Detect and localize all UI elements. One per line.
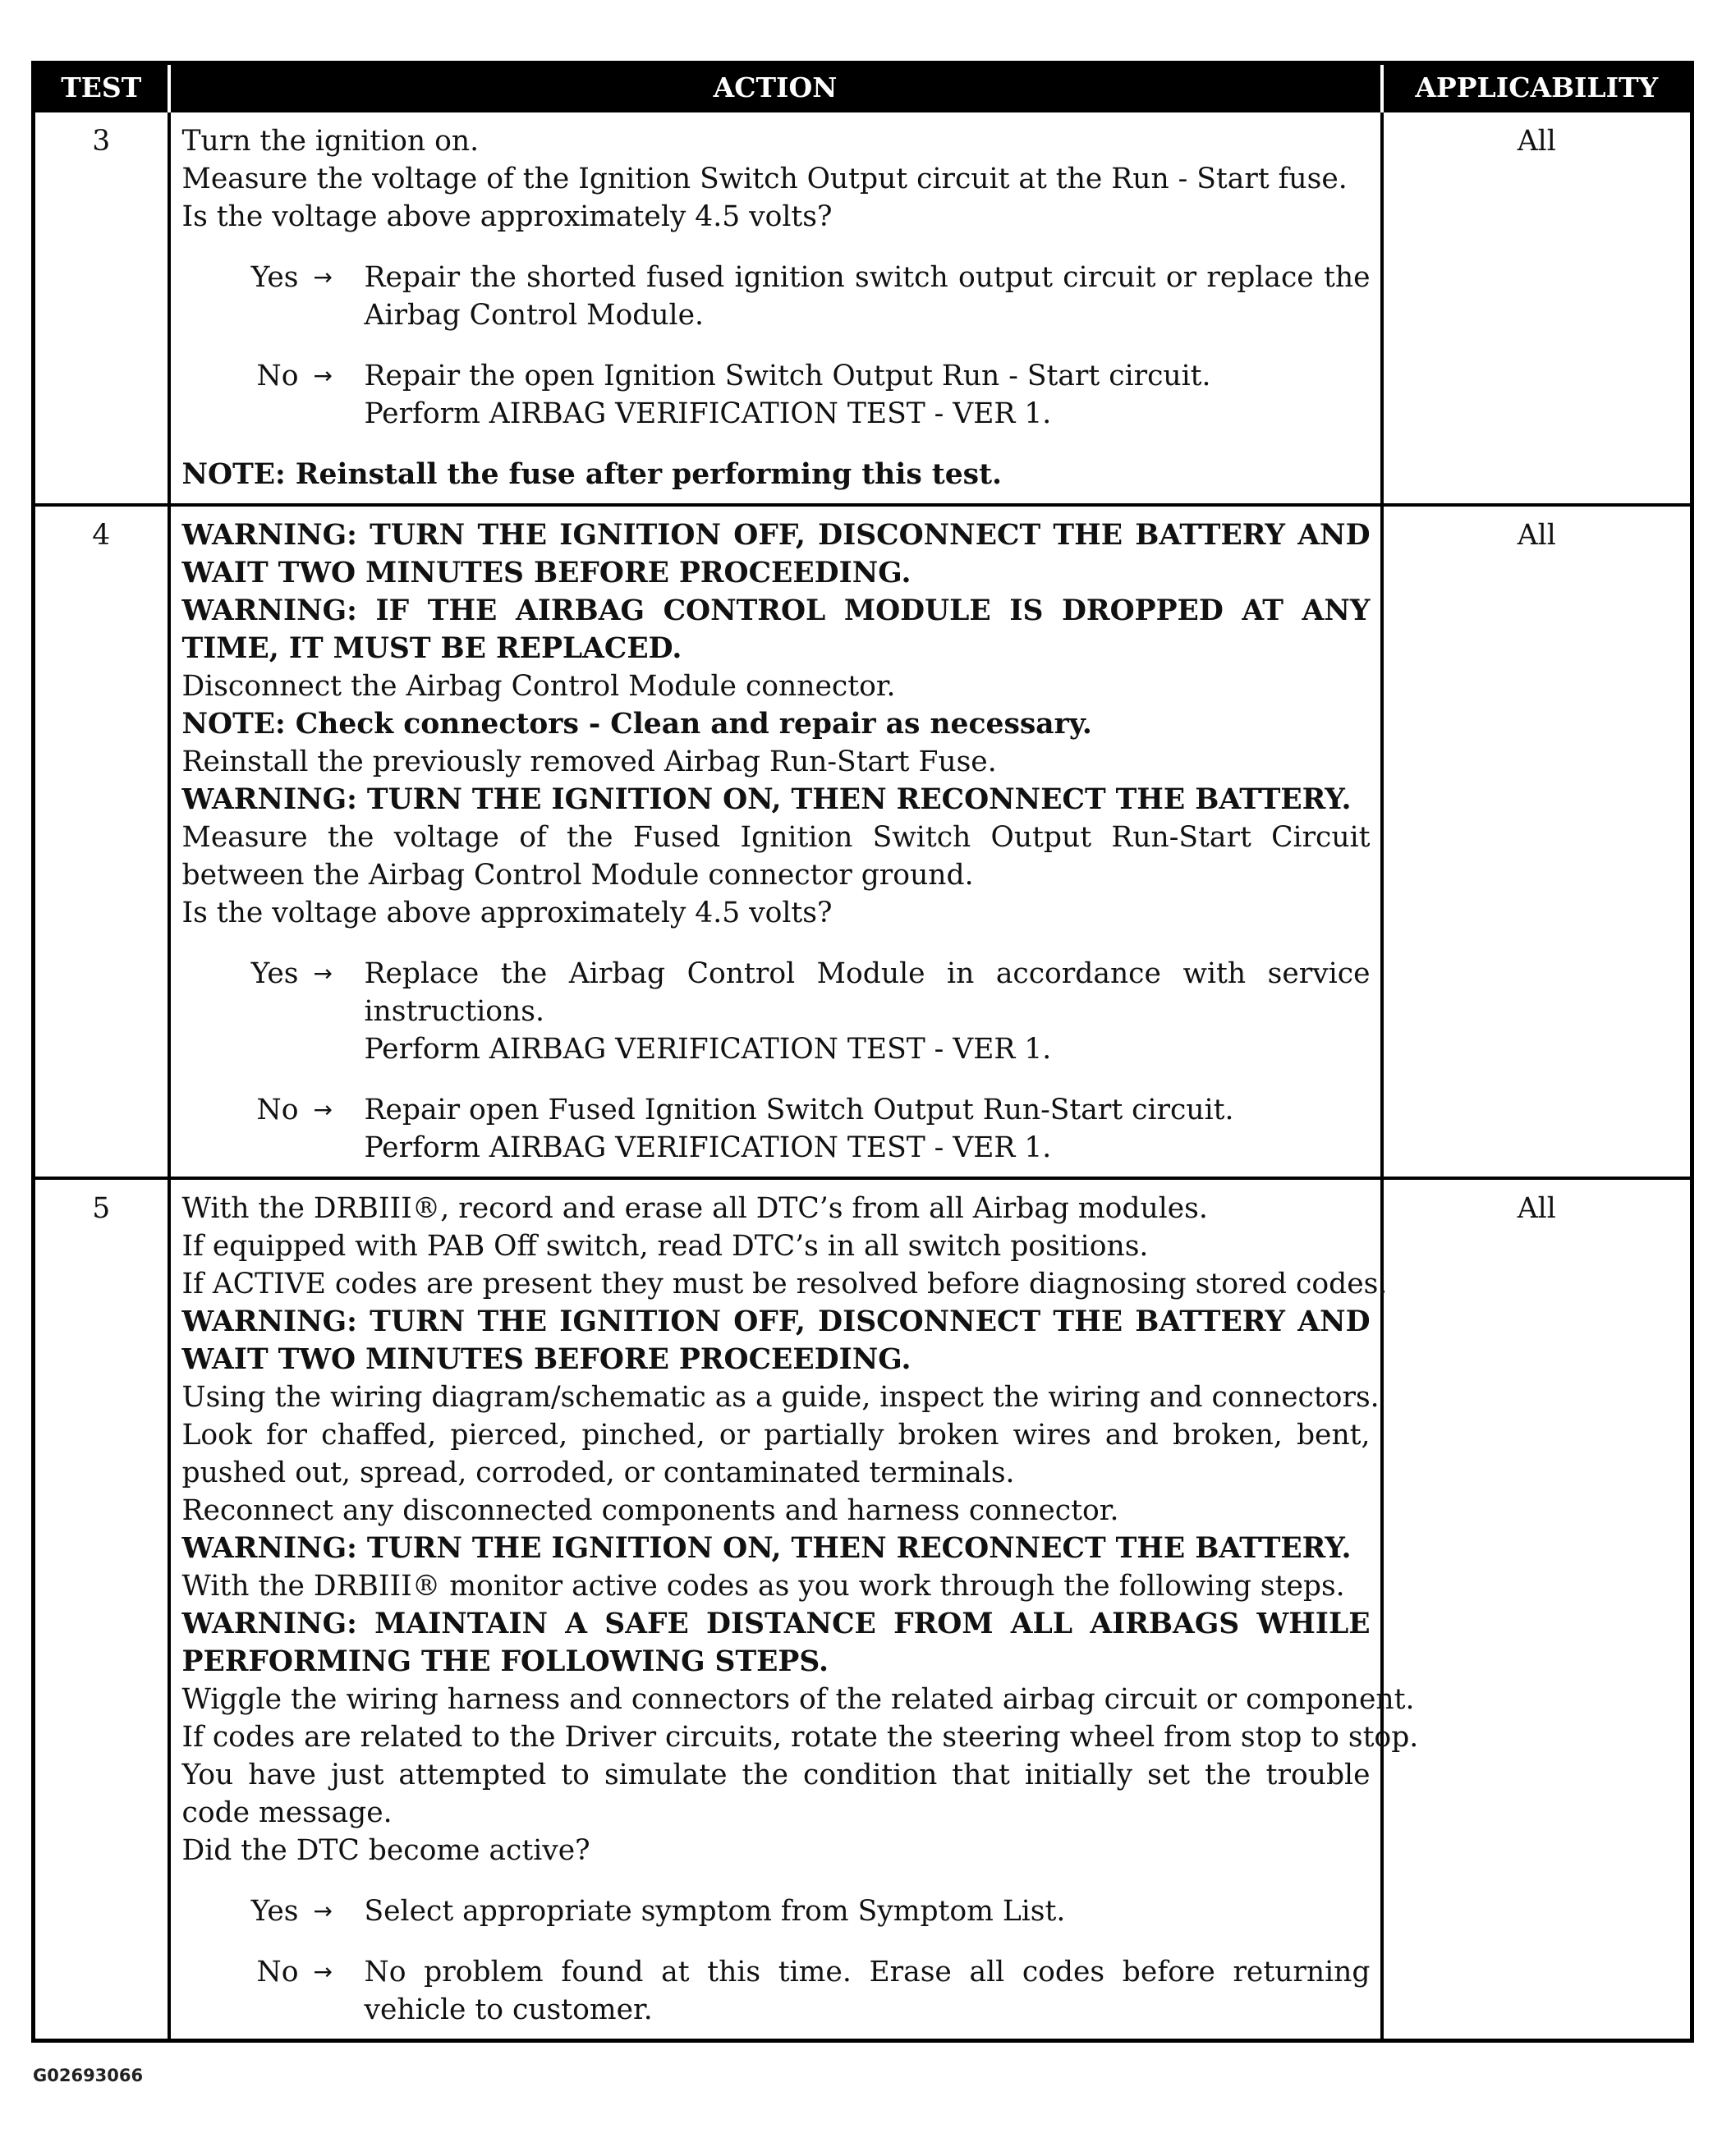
action-line: With the DRBIII®, record and erase all DTC’s from all Airbag modules.: [181, 1192, 1208, 1225]
warning-line: WARNING: MAINTAIN A SAFE DISTANCE FROM ALL AIRBAGS WHILE PERFORMING THE FOLLOWING STEPS.: [181, 1608, 1371, 1678]
no-outcome: [182, 1953, 1371, 2029]
question-line: Did the DTC become active?: [181, 1834, 590, 1867]
verification-test-line: Perform AIRBAG VERIFICATION TEST - VER 1.: [364, 397, 1052, 430]
yes-result-line: Replace the Airbag Control Module in accordance with service instructions.: [364, 957, 1371, 1028]
test-row-4: [34, 505, 1692, 1178]
header-action: ACTION: [169, 63, 1382, 112]
warning-line: WARNING: TURN THE IGNITION OFF, DISCONNECT THE BATTERY AND WAIT TWO MINUTES BEFORE PROCEEDING.: [181, 1305, 1371, 1376]
no-result-line: Repair open Fused Ignition Switch Output Run-Start circuit.: [364, 1094, 1234, 1126]
action-line: If equipped with PAB Off switch, read DTC’s in all switch positions.: [181, 1230, 1149, 1263]
note-line: NOTE: Check connectors - Clean and repair as necessary.: [181, 708, 1092, 741]
no-result: No problem found at this time. Erase all codes before returning vehicle to customer.: [364, 1956, 1371, 2026]
action-line: If ACTIVE codes are present they must be resolved before diagnosing stored codes.: [181, 1268, 1388, 1300]
yes-result: Select appropriate symptom from Symptom List.: [364, 1895, 1066, 1928]
verification-test-line: Perform AIRBAG VERIFICATION TEST - VER 1.: [364, 1033, 1052, 1066]
header-test: TEST: [34, 63, 169, 112]
action-line: If codes are related to the Driver circuits, rotate the steering wheel from stop to stop.: [181, 1721, 1419, 1754]
action-line: Turn the ignition on.: [181, 125, 480, 158]
table-header-row: [34, 63, 1692, 112]
action-line: With the DRBIII® monitor active codes as you work through the following steps.: [181, 1570, 1345, 1603]
yes-label: Yes: [250, 261, 299, 294]
action-line: Measure the voltage of the Fused Ignition Switch Output Run-Start Circuit between the Airbag Control Module connector ground.: [181, 821, 1371, 892]
no-outcome: [182, 357, 1371, 433]
no-label: No: [256, 1956, 299, 1989]
action-cell: [169, 111, 1382, 505]
action-cell: [169, 505, 1382, 1178]
action-line: Is the voltage above approximately 4.5 volts?: [181, 200, 833, 233]
yes-outcome: [182, 955, 1371, 1068]
action-line: Disconnect the Airbag Control Module connector.: [181, 670, 896, 703]
arrow-right-icon: →: [313, 1096, 333, 1123]
arrow-right-icon: →: [313, 362, 333, 389]
test-row-5: [34, 1178, 1692, 2041]
no-label: No: [256, 360, 299, 392]
verification-test-line: Perform AIRBAG VERIFICATION TEST - VER 1.: [364, 1131, 1052, 1164]
yes-result: [365, 955, 1371, 1068]
arrow-right-icon: →: [313, 1897, 333, 1924]
action-line: You have just attempted to simulate the condition that initially set the trouble code message.: [181, 1759, 1371, 1829]
no-label: No: [256, 1094, 299, 1126]
no-result: [365, 1091, 1371, 1167]
action-line: Is the voltage above approximately 4.5 volts?: [181, 897, 833, 929]
action-cell: [169, 1178, 1419, 2041]
action-line: Reconnect any disconnected components and harness connector.: [181, 1494, 1119, 1527]
warning-line: WARNING: IF THE AIRBAG CONTROL MODULE IS DROPPED AT ANY TIME, IT MUST BE REPLACED.: [181, 594, 1371, 665]
action-line: Measure the voltage of the Ignition Switch Output circuit at the Run - Start fuse.: [181, 163, 1348, 195]
applicability-value: All: [1382, 505, 1692, 1178]
action-line: Wiggle the wiring harness and connectors of the related airbag circuit or component.: [181, 1683, 1415, 1716]
arrow-right-icon: →: [313, 960, 333, 987]
figure-id: G02693066: [33, 2066, 144, 2085]
no-result: [365, 357, 1371, 433]
arrow-right-icon: →: [313, 1958, 333, 1985]
warning-line: WARNING: TURN THE IGNITION ON, THEN RECONNECT THE BATTERY.: [181, 1532, 1352, 1565]
test-number: 4: [34, 505, 169, 1178]
arrow-right-icon: →: [313, 264, 333, 291]
action-line: Reinstall the previously removed Airbag Run-Start Fuse.: [181, 745, 997, 778]
applicability-value: All: [1382, 1178, 1692, 2041]
test-row-3: [34, 111, 1692, 505]
header-applicability: APPLICABILITY: [1382, 63, 1692, 112]
test-number: 3: [34, 111, 169, 505]
yes-label: Yes: [250, 1895, 299, 1928]
action-line: Using the wiring diagram/schematic as a guide, inspect the wiring and connectors.: [181, 1381, 1380, 1414]
no-outcome: [182, 1091, 1371, 1167]
diagnostic-test-table: [31, 61, 1694, 2043]
action-line: Look for chaffed, pierced, pinched, or partially broken wires and broken, bent, pushed out, spread, corroded, or contaminated terminals.: [181, 1419, 1371, 1489]
yes-result: Repair the shorted fused ignition switch output circuit or replace the Airbag Control Module.: [364, 261, 1371, 332]
yes-label: Yes: [250, 957, 299, 990]
warning-line: WARNING: TURN THE IGNITION OFF, DISCONNECT THE BATTERY AND WAIT TWO MINUTES BEFORE PROCEEDING.: [181, 519, 1371, 589]
note-line: NOTE: Reinstall the fuse after performing this test.: [181, 458, 1003, 491]
yes-outcome: [182, 259, 1371, 334]
applicability-value: All: [1382, 111, 1692, 505]
yes-outcome: [182, 1892, 1371, 1930]
warning-line: WARNING: TURN THE IGNITION ON, THEN RECONNECT THE BATTERY.: [181, 783, 1352, 816]
test-number: 5: [34, 1178, 169, 2041]
no-result-line: Repair the open Ignition Switch Output Run - Start circuit.: [364, 360, 1211, 392]
